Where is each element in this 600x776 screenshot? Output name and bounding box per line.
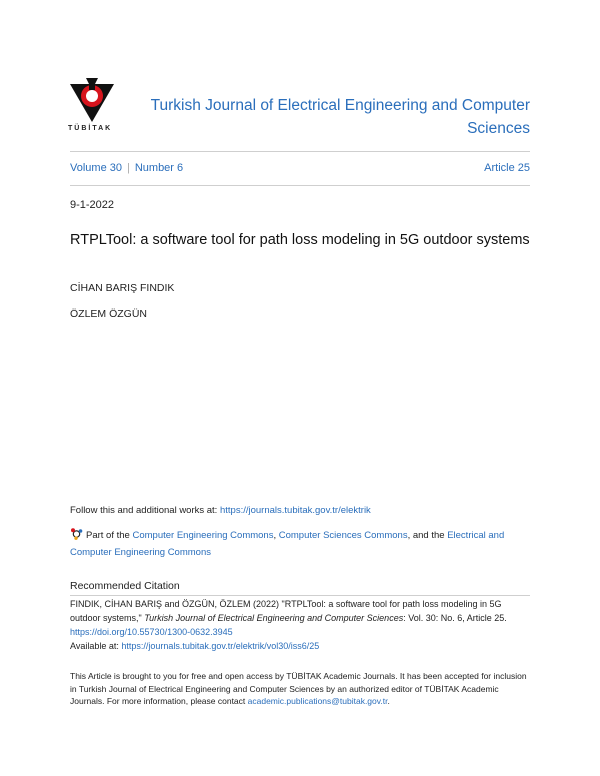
citation-journal: Turkish Journal of Electrical Engineering and Computer Sciences — [144, 613, 404, 623]
follow-line — [70, 505, 371, 516]
available-label: Available at: — [70, 641, 122, 651]
follow-text: Follow this and additional works at: — [70, 505, 220, 516]
article-title: RTPLTool: a software tool for path loss modeling in 5G outdoor systems — [70, 232, 530, 248]
author-2: ÖZLEM ÖZGÜN — [70, 308, 148, 320]
logo-wordmark: TÜBİTAK — [68, 125, 113, 132]
part-of-sep1: , — [273, 530, 279, 541]
issue-separator: | — [126, 162, 130, 174]
contact-email-link[interactable]: academic.publications@tubitak.gov.tr — [247, 696, 388, 706]
issue-divider — [70, 185, 530, 186]
network-icon — [70, 528, 83, 540]
part-of-sep2: , and the — [407, 530, 448, 541]
part-of-prefix: Part of the — [86, 530, 133, 541]
part-of-line — [70, 527, 530, 561]
header-divider — [70, 151, 530, 152]
publication-date: 9-1-2022 — [70, 199, 115, 211]
access-end: . — [387, 696, 390, 706]
number-link[interactable]: Number 6 — [134, 162, 184, 174]
computer-sciences-commons-link[interactable]: Computer Sciences Commons — [278, 530, 408, 541]
volume-link[interactable]: Volume 30 — [70, 162, 122, 174]
article-number-link[interactable]: Article 25 — [484, 162, 530, 174]
recommended-citation-heading: Recommended Citation — [70, 580, 180, 592]
access-statement — [70, 670, 530, 708]
follow-link[interactable]: https://journals.tubitak.gov.tr/elektrik — [219, 505, 371, 516]
journal-title-line1[interactable]: Turkish Journal of Electrical Engineering and Computer — [150, 97, 530, 114]
recommended-citation-text — [70, 597, 530, 653]
computer-engineering-commons-link[interactable]: Computer Engineering Commons — [132, 530, 274, 541]
electrical-computer-engineering-commons-link[interactable]: Electrical and Computer Engineering Commons — [70, 530, 505, 558]
doi-link[interactable]: https://doi.org/10.55730/1300-0632.3945 — [70, 627, 233, 637]
access-text: This Article is brought to you for free and open access by TÜBİTAK Academic Journals. It has been accepted for inclusion in Turkish Journal of Electrical Engineering and Computer Sciences by an authorized editor of TÜBİTAK Academic Journals. For more information, please contact — [70, 671, 527, 706]
issue-info — [70, 162, 183, 174]
citation-authors: FINDIK, CİHAN BARIŞ and ÖZGÜN, ÖZLEM (2022) "RTPLTool: a software tool for path loss modeling in 5G outdoor systems," — [70, 599, 502, 623]
citation-divider — [70, 595, 530, 596]
journal-title[interactable] — [140, 94, 530, 140]
tubitak-emblem-icon — [66, 78, 118, 124]
citation-volume: : Vol. 30: No. 6, Article 25. — [403, 613, 507, 623]
journal-title-line2[interactable]: Sciences — [467, 120, 530, 137]
author-1: CİHAN BARIŞ FINDIK — [70, 282, 175, 294]
available-link[interactable]: https://journals.tubitak.gov.tr/elektrik/vol30/iss6/25 — [121, 641, 320, 651]
